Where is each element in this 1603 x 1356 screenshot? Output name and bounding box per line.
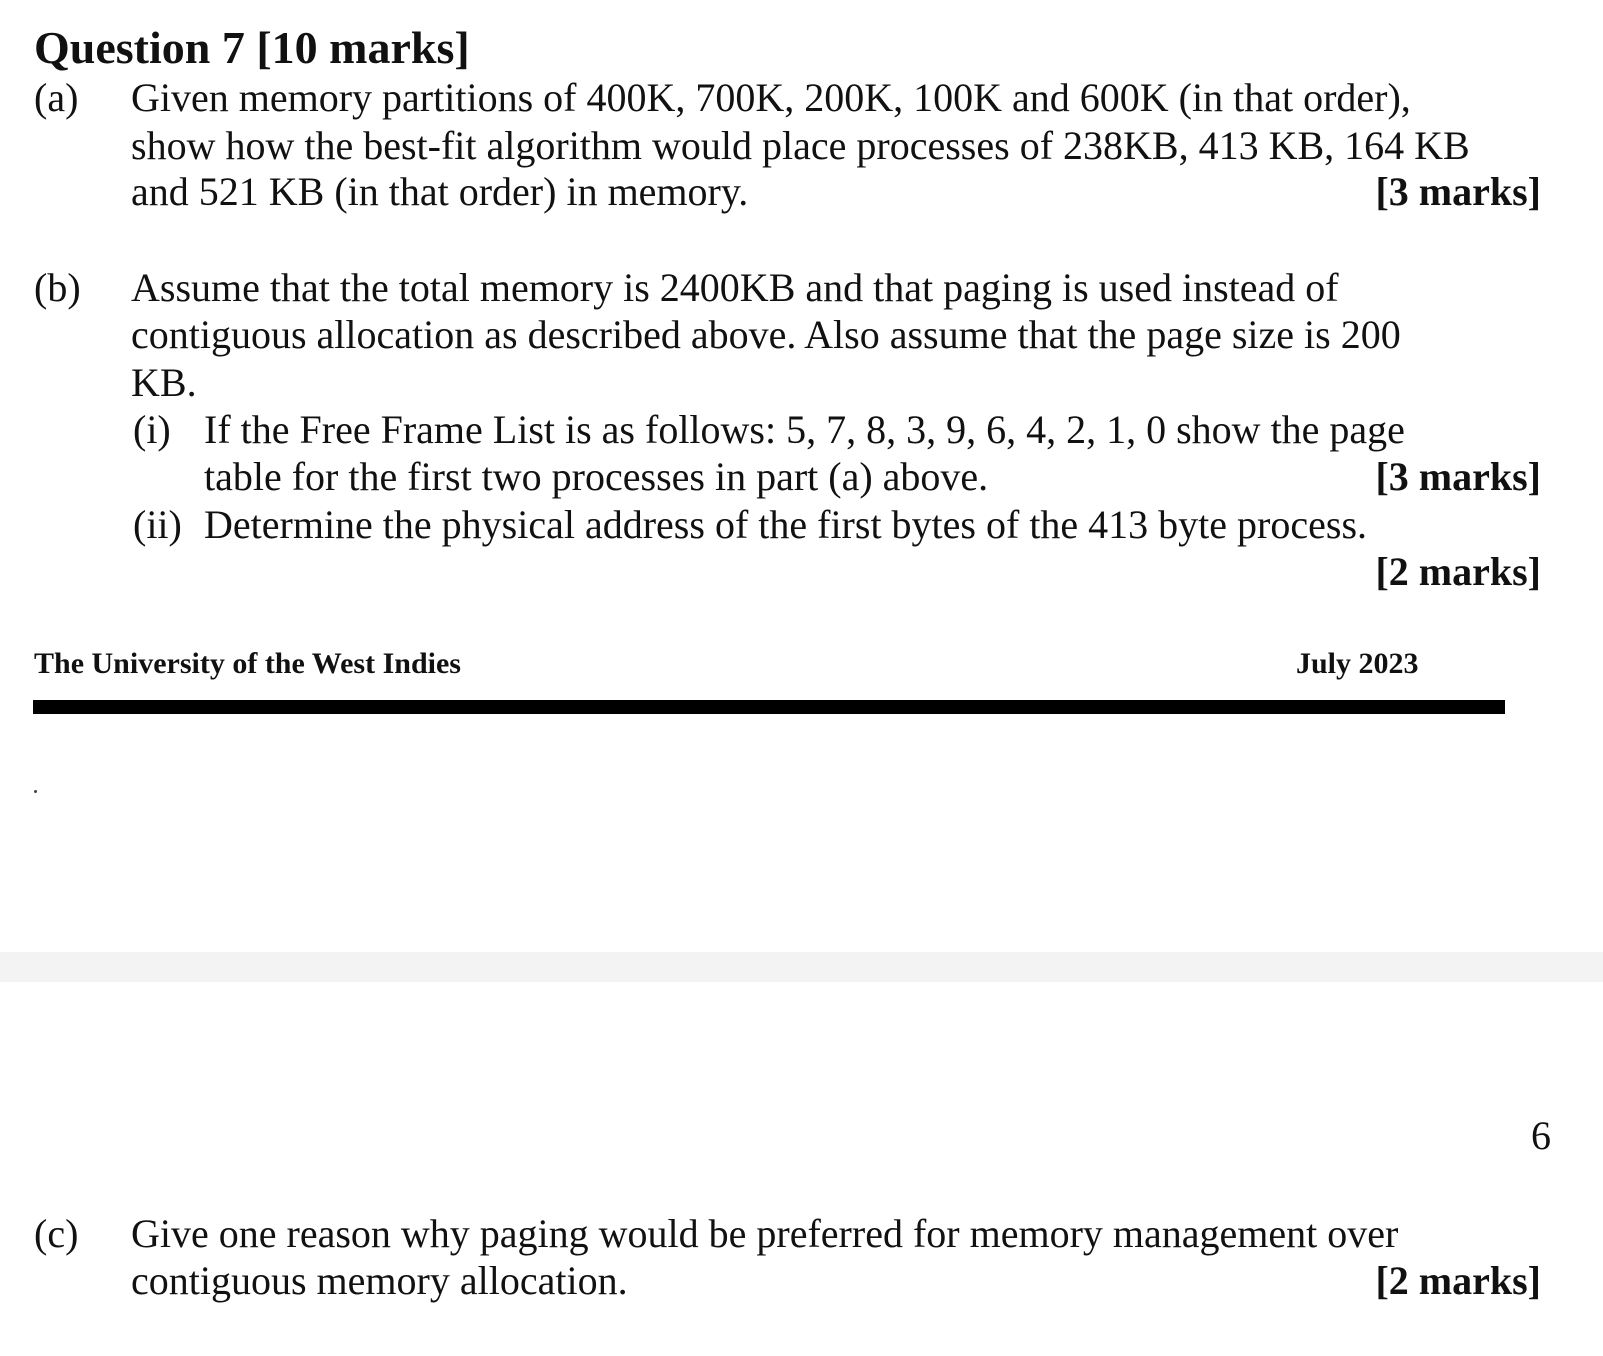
- page-separator: [0, 952, 1603, 982]
- footer-rule: [33, 700, 1505, 714]
- part-a-line-1: Given memory partitions of 400K, 700K, 200K, 100K and 600K (in that order),: [131, 75, 1411, 120]
- part-b-i-label: (i): [133, 407, 171, 452]
- part-b-i-line-2: table for the first two processes in part (a) above.: [204, 454, 989, 499]
- part-a-line-3: and 521 KB (in that order) in memory.: [131, 169, 749, 214]
- page-number: 6: [1531, 1113, 1551, 1158]
- part-b-label: (b): [34, 265, 81, 310]
- part-b-line-3: KB.: [131, 360, 197, 405]
- part-c-marks: [2 marks]: [1375, 1258, 1541, 1303]
- question-title: Question 7 [10 marks]: [34, 22, 470, 73]
- part-b-i-marks: [3 marks]: [1375, 454, 1541, 499]
- part-c-label: (c): [34, 1211, 79, 1256]
- part-c-line-1: Give one reason why paging would be preferred for memory management over: [131, 1211, 1399, 1256]
- part-b-ii-label: (ii): [133, 502, 182, 547]
- stray-mark: [34, 790, 37, 793]
- part-c-line-2: contiguous memory allocation.: [131, 1258, 628, 1303]
- footer-institution: The University of the West Indies: [34, 647, 461, 680]
- part-a-label: (a): [34, 75, 79, 120]
- part-b-line-1: Assume that the total memory is 2400KB and that paging is used instead of: [131, 265, 1339, 310]
- part-b-ii-marks: [2 marks]: [1375, 549, 1541, 594]
- footer-date: July 2023: [1296, 647, 1419, 680]
- part-b-ii-line-1: Determine the physical address of the first bytes of the 413 byte process.: [204, 502, 1368, 547]
- part-b-line-2: contiguous allocation as described above. Also assume that the page size is 200: [131, 312, 1401, 357]
- part-a-line-2: show how the best-fit algorithm would place processes of 238KB, 413 KB, 164 KB: [131, 123, 1470, 168]
- part-a-marks: [3 marks]: [1375, 169, 1541, 214]
- part-b-i-line-1: If the Free Frame List is as follows: 5, 7, 8, 3, 9, 6, 4, 2, 1, 0 show the page: [204, 407, 1405, 452]
